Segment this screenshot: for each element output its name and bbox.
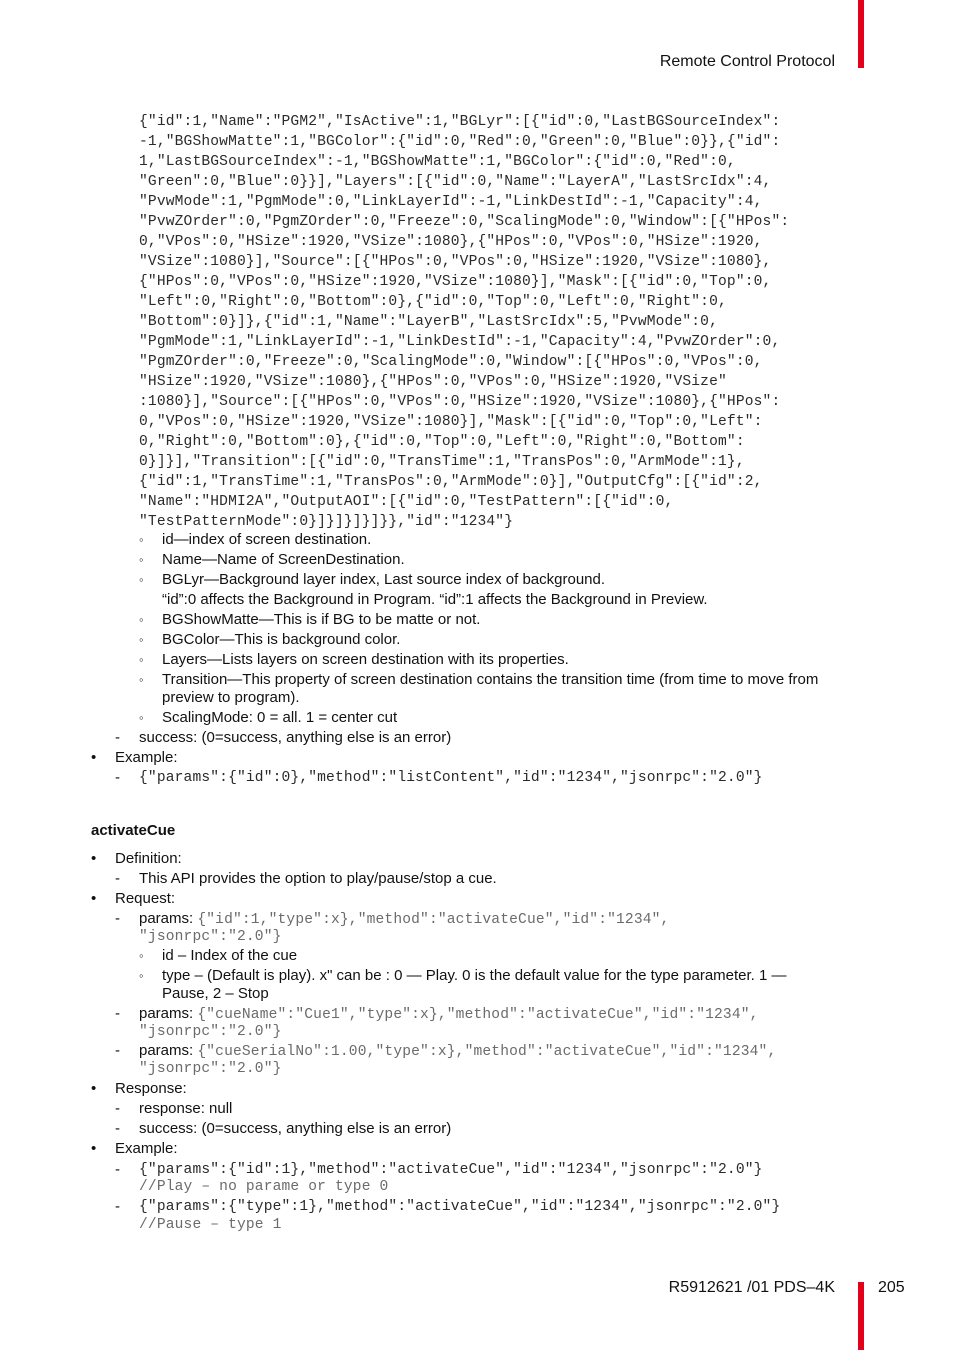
bullet-marker: • (91, 850, 97, 867)
circle-bullet-icon: ◦ (139, 948, 144, 963)
circle-bullet-icon: ◦ (139, 672, 144, 687)
field-scalingmode-desc: ScalingMode: 0 = all. 1 = center cut (162, 709, 398, 726)
code-line: "PgmMode":1,"LinkLayerId":-1,"LinkDestId":-1,"Capacity":4,"PvwZOrder":0, (139, 334, 781, 350)
dash-marker: - (115, 1100, 120, 1117)
code-line: 0,"Right":0,"Bottom":0},{"id":0,"Top":0,"Left":0,"Right":0,"Bottom": (139, 434, 745, 450)
params-3-code-line1: {"cueSerialNo":1.00,"type":x},"method":"activateCue","id":"1234", (197, 1044, 777, 1060)
code-line: "PvwZOrder":0,"PgmZOrder":0,"Freeze":0,"ScalingMode":0,"Window":[{"HPos": (139, 214, 790, 230)
dash-marker: - (115, 870, 120, 887)
example-1-comment: //Play – no parame or type 0 (139, 1179, 389, 1195)
field-bglyr-desc: BGLyr—Background layer index, Last source index of background. (162, 571, 606, 588)
code-line: {"id":1,"Name":"PGM2","IsActive":1,"BGLyr":[{"id":0,"LastBGSourceIndex": (139, 114, 781, 130)
field-layers-desc: Layers—Lists layers on screen destination with its properties. (162, 651, 569, 668)
circle-bullet-icon: ◦ (139, 532, 144, 547)
params-label: params: (139, 910, 194, 927)
code-line: "PvwMode":1,"PgmMode":0,"LinkLayerId":-1,"LinkDestId":-1,"Capacity":4, (139, 194, 763, 210)
dash-marker: - (115, 1005, 120, 1022)
dash-marker: - (115, 1120, 120, 1137)
field-bgshowmatte-desc: BGShowMatte—This is if BG to be matte or not. (162, 611, 481, 628)
code-line: "Green":0,"Blue":0}}],"Layers":[{"id":0,"Name":"LayerA","LastSrcIdx":4, (139, 174, 772, 190)
code-line: "Bottom":0}]},{"id":1,"Name":"LayerB","LastSrcIdx":5,"PvwMode":0, (139, 314, 718, 330)
dash-marker: - (115, 769, 120, 786)
params-2-code-line1: {"cueName":"Cue1","type":x},"method":"activateCue","id":"1234", (197, 1007, 759, 1023)
dash-marker: - (115, 1198, 120, 1215)
request-label: Request: (115, 890, 176, 907)
code-line: -1,"BGShowMatte":1,"BGColor":{"id":0,"Red":0,"Green":0,"Blue":0}},{"id": (139, 134, 781, 150)
circle-bullet-icon: ◦ (139, 632, 144, 647)
code-line: "Left":0,"Right":0,"Bottom":0},{"id":0,"Top":0,"Left":0,"Right":0, (139, 294, 727, 310)
example-2-comment: //Pause – type 1 (139, 1217, 282, 1233)
bullet-marker: • (91, 1080, 97, 1097)
example-2-code: {"params":{"type":1},"method":"activateCue","id":"1234","jsonrpc":"2.0"} (139, 1199, 781, 1215)
params-1-type-desc-2: Pause, 2 – Stop (162, 985, 269, 1002)
response-null-text: response: null (139, 1100, 233, 1117)
listcontent-example-code: {"params":{"id":0},"method":"listContent","id":"1234","jsonrpc":"2.0"} (139, 770, 763, 786)
code-line: :1080}],"Source":[{"HPos":0,"VPos":0,"HSize":1920,"VSize":1080},{"HPos": (139, 394, 781, 410)
dash-marker: - (115, 910, 120, 927)
response-success-text: success: (0=success, anything else is an error) (139, 1120, 452, 1137)
page-header-title: Remote Control Protocol (659, 53, 835, 70)
dash-marker: - (115, 729, 120, 746)
definition-label: Definition: (115, 850, 182, 867)
circle-bullet-icon: ◦ (139, 968, 144, 983)
footer-page-number: 205 (878, 1279, 905, 1296)
field-id-desc: id—index of screen destination. (162, 531, 372, 548)
listcontent-example-label: Example: (115, 749, 178, 766)
code-line: 0,"VPos":0,"HSize":1920,"VSize":1080},{"HPos":0,"VPos":0,"HSize":1920, (139, 234, 763, 250)
circle-bullet-icon: ◦ (139, 652, 144, 667)
dash-marker: - (115, 1161, 120, 1178)
response-label: Response: (115, 1080, 187, 1097)
code-line: "HSize":1920,"VSize":1080},{"HPos":0,"VPos":0,"HSize":1920,"VSize" (139, 374, 727, 390)
circle-bullet-icon: ◦ (139, 710, 144, 725)
footer-document-id: R5912621 /01 PDS–4K (668, 1279, 835, 1296)
params-1-id-desc: id – Index of the cue (162, 947, 298, 964)
bullet-marker: • (91, 749, 97, 766)
code-line: 0}]}],"Transition":[{"id":0,"TransTime":1,"TransPos":0,"ArmMode":1}, (139, 454, 745, 470)
params-label: params: (139, 1005, 194, 1022)
circle-bullet-icon: ◦ (139, 552, 144, 567)
code-line: {"id":1,"TransTime":1,"TransPos":0,"ArmMode":0}],"OutputCfg":[{"id":2, (139, 474, 763, 490)
circle-bullet-icon: ◦ (139, 612, 144, 627)
header-accent-bar (858, 0, 864, 68)
code-line: {"HPos":0,"VPos":0,"HSize":1920,"VSize":1080}],"Mask":[{"id":0,"Top":0, (139, 274, 772, 290)
code-line: "PgmZOrder":0,"Freeze":0,"ScalingMode":0,"Window":[{"HPos":0,"VPos":0, (139, 354, 763, 370)
params-1-code-line1: {"id":1,"type":x},"method":"activateCue","id":"1234", (197, 912, 670, 928)
code-line: "VSize":1080}],"Source":[{"HPos":0,"VPos":0,"HSize":1920,"VSize":1080}, (139, 254, 772, 270)
code-line: 1,"LastBGSourceIndex":-1,"BGShowMatte":1,"BGColor":{"id":0,"Red":0, (139, 154, 736, 170)
definition-text: This API provides the option to play/pause/stop a cue. (139, 870, 497, 887)
params-1-code-line2: "jsonrpc":"2.0"} (139, 929, 282, 945)
params-3-code-line2: "jsonrpc":"2.0"} (139, 1061, 282, 1077)
field-bgcolor-desc: BGColor—This is background color. (162, 631, 401, 648)
params-2-code-line2: "jsonrpc":"2.0"} (139, 1024, 282, 1040)
circle-bullet-icon: ◦ (139, 572, 144, 587)
example-1-code: {"params":{"id":1},"method":"activateCue","id":"1234","jsonrpc":"2.0"} (139, 1162, 763, 1178)
params-label: params: (139, 1042, 194, 1059)
code-line: 0,"VPos":0,"HSize":1920,"VSize":1080}],"Mask":[{"id":0,"Top":0,"Left": (139, 414, 763, 430)
params-1-type-desc: type – (Default is play). x" can be : 0 — Play. 0 is the default value for the type parameter. 1 — (162, 967, 787, 984)
example-label: Example: (115, 1140, 178, 1157)
listcontent-success-text: success: (0=success, anything else is an error) (139, 729, 452, 746)
bullet-marker: • (91, 1140, 97, 1157)
field-bglyr-desc-2: “id”:0 affects the Background in Program. “id”:1 affects the Background in Preview. (162, 591, 708, 608)
response-code-block (139, 112, 859, 532)
code-line: "Name":"HDMI2A","OutputAOI":[{"id":0,"TestPattern":[{"id":0, (139, 494, 674, 510)
field-transition-desc-2: preview to program). (162, 689, 300, 706)
field-transition-desc: Transition—This property of screen destination contains the transition time (from time to move from (162, 671, 819, 688)
footer-accent-bar (858, 1282, 864, 1350)
section-heading-activatecue: activateCue (91, 822, 176, 839)
bullet-marker: • (91, 890, 97, 907)
field-name-desc: Name—Name of ScreenDestination. (162, 551, 405, 568)
dash-marker: - (115, 1042, 120, 1059)
code-line: "TestPatternMode":0}]}]}]}]}},"id":"1234"} (139, 514, 514, 530)
